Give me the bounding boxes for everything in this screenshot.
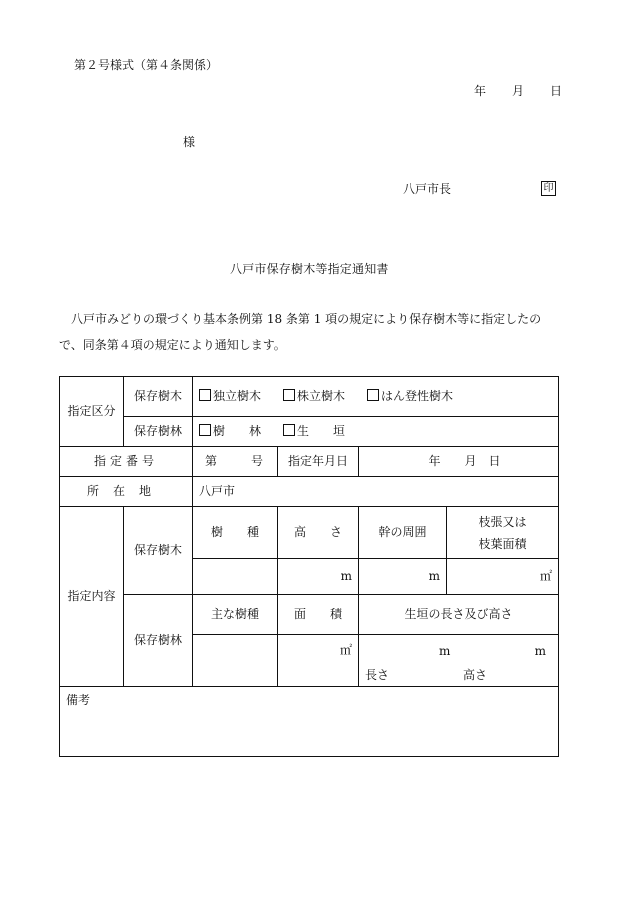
remarks-label: 備考 xyxy=(66,693,91,707)
checkbox-icon[interactable] xyxy=(199,389,211,401)
col-spread-line2: 枝葉面積 xyxy=(478,536,527,551)
col-main-species: 主な樹種 xyxy=(193,595,278,635)
forest-species-value[interactable] xyxy=(193,635,278,687)
date-month-label: 月 xyxy=(512,84,525,98)
col-height: 高 さ xyxy=(278,507,359,559)
content-label: 指定内容 xyxy=(60,507,124,687)
option-label: 樹 林 xyxy=(213,423,262,438)
date-year-label: 年 xyxy=(474,84,487,98)
col-spread xyxy=(447,507,559,559)
tree-girth-value[interactable]: m xyxy=(359,559,447,595)
hedge-value[interactable] xyxy=(359,635,559,687)
option-independent-tree[interactable] xyxy=(199,389,261,405)
number-suffix: 号 xyxy=(251,453,264,468)
hedge-value-inner xyxy=(359,636,558,686)
tree-height-value[interactable]: m xyxy=(278,559,359,595)
content-tree-label: 保存樹木 xyxy=(124,507,193,595)
content-forest-label: 保存樹林 xyxy=(124,595,193,687)
designation-number-field[interactable] xyxy=(193,447,278,477)
forest-area-value[interactable]: ㎡ xyxy=(278,635,359,687)
col-girth: 幹の周囲 xyxy=(359,507,447,559)
hedge-length-label: 長さ xyxy=(365,667,390,682)
option-forest[interactable] xyxy=(199,424,261,440)
option-hedge[interactable] xyxy=(283,424,345,440)
tree-spread-value[interactable]: ㎡ xyxy=(447,559,559,595)
designation-table xyxy=(59,376,559,757)
table-date-month: 月 xyxy=(464,453,477,468)
remarks-field[interactable] xyxy=(60,687,559,757)
tree-type-options xyxy=(193,377,559,417)
col-area: 面 積 xyxy=(278,595,359,635)
checkbox-icon[interactable] xyxy=(283,424,295,436)
addressee-suffix: 様 xyxy=(183,135,196,149)
seal-mark: 印 xyxy=(541,181,556,196)
option-clumped-tree[interactable] xyxy=(283,389,345,405)
tree-species-value[interactable] xyxy=(193,559,278,595)
location-value[interactable]: 八戸市 xyxy=(193,477,559,507)
option-label: 株立樹木 xyxy=(297,388,346,403)
option-climbing-tree[interactable] xyxy=(367,389,453,405)
body-text: 八戸市みどりの環づくり基本条例第 18 条第 1 項の規定により保存樹木等に指定したので、同条第４項の規定により通知します。 xyxy=(59,312,542,352)
number-prefix: 第 xyxy=(205,453,218,468)
designation-date-label: 指定年月日 xyxy=(278,447,359,477)
sender-name: 八戸市長 xyxy=(403,182,452,196)
hedge-height-unit: m xyxy=(534,643,547,658)
col-spread-line1: 枝張又は xyxy=(478,514,527,529)
checkbox-icon[interactable] xyxy=(199,424,211,436)
document-title: 八戸市保存樹木等指定通知書 xyxy=(230,262,389,276)
issue-date xyxy=(474,85,562,97)
checkbox-icon[interactable] xyxy=(367,389,379,401)
table-date-day: 日 xyxy=(488,453,501,468)
designation-date-field[interactable] xyxy=(359,447,559,477)
forest-type-options xyxy=(193,417,559,447)
hedge-height-label: 高さ xyxy=(463,667,488,682)
designation-category-label: 指定区分 xyxy=(60,377,124,447)
col-species: 樹 種 xyxy=(193,507,278,559)
table-date-year: 年 xyxy=(428,453,441,468)
form-number: 第２号様式（第４条関係） xyxy=(74,58,219,72)
option-label: 独立樹木 xyxy=(213,388,262,403)
option-label: はん登性樹木 xyxy=(381,388,454,403)
col-hedge: 生垣の長さ及び高さ xyxy=(359,595,559,635)
checkbox-icon[interactable] xyxy=(283,389,295,401)
option-label: 生 垣 xyxy=(297,423,346,438)
preserved-tree-label: 保存樹木 xyxy=(124,377,193,417)
hedge-length-unit: m xyxy=(439,643,451,658)
preserved-forest-label: 保存樹林 xyxy=(124,417,193,447)
location-label: 所在地 xyxy=(60,477,193,507)
designation-number-label: 指定番号 xyxy=(60,447,193,477)
date-day-label: 日 xyxy=(550,84,563,98)
